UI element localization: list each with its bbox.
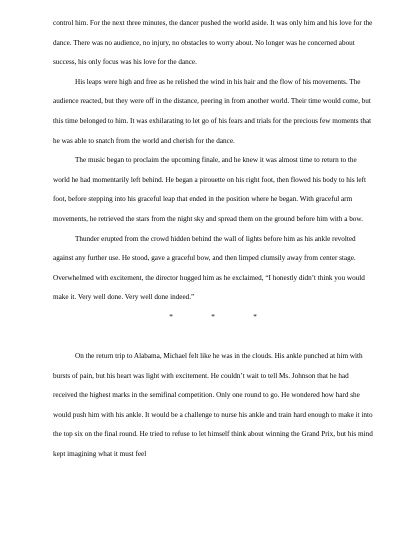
scene-break-star-2: * [211,312,215,321]
paragraph-3: The music began to proclaim the upcoming finale, and he knew it was almost time to return to the world he had momentarily left behind. He began a pirouette on his right foot, then flowed his body to his left foot, before stepping into his graceful leap that ended in the position where he began. With graceful arm movements, he retrieved the stars from the night sky and spread them on the ground before him with a bow. [53,156,366,223]
paragraph-2: His leaps were high and free as he relished the wind in his hair and the flow of his movements. The audience reacted, but they were off in the distance, peering in from another world. Their time would come, but this time belonged to him. It was exhilarating to let go of his fears and trials for the precious few moments that he was able to snatch from the world and cherish for the dance. [53,77,372,145]
paragraph-1: control him. For the next three minutes, the dancer pushed the world aside. It was only him and his love for the dance. There was no audience, no injury, no obstacles to worry about. No longer was he concerned about success, his only focus was his love for the dance. [53,19,373,67]
scene-break-star-1: * [169,312,173,321]
paragraph-5: On the return trip to Alabama, Michael felt like he was in the clouds. His ankle punched at him with bursts of pain, but his heart was light with excitement. He couldn’t wait to tell Ms. Johnson that he had received the highest marks in the semifinal competition. Only one round to go. He wondered how hard she would push him with his ankle. It would be a challenge to nurse his ankle and train hard enough to make it into the top six on the final round. He tried to refuse to let himself think about winning the Grand Prix, but his mind kept imagining what it must feel [53,352,373,459]
body-text [53,14,373,465]
scene-break [53,308,373,347]
paragraph-4: Thunder erupted from the crowd hidden behind the wall of lights before him as his ankle revolted against any further use. He stood, gave a graceful bow, and then limped clumsily away from center stage. Overwhelmed with excitement, the director hugged him as he exclaimed, “I honestly didn’t think you would make it. Very well done. Very well done indeed.” [53,234,365,302]
scene-break-star-3: * [253,312,257,321]
